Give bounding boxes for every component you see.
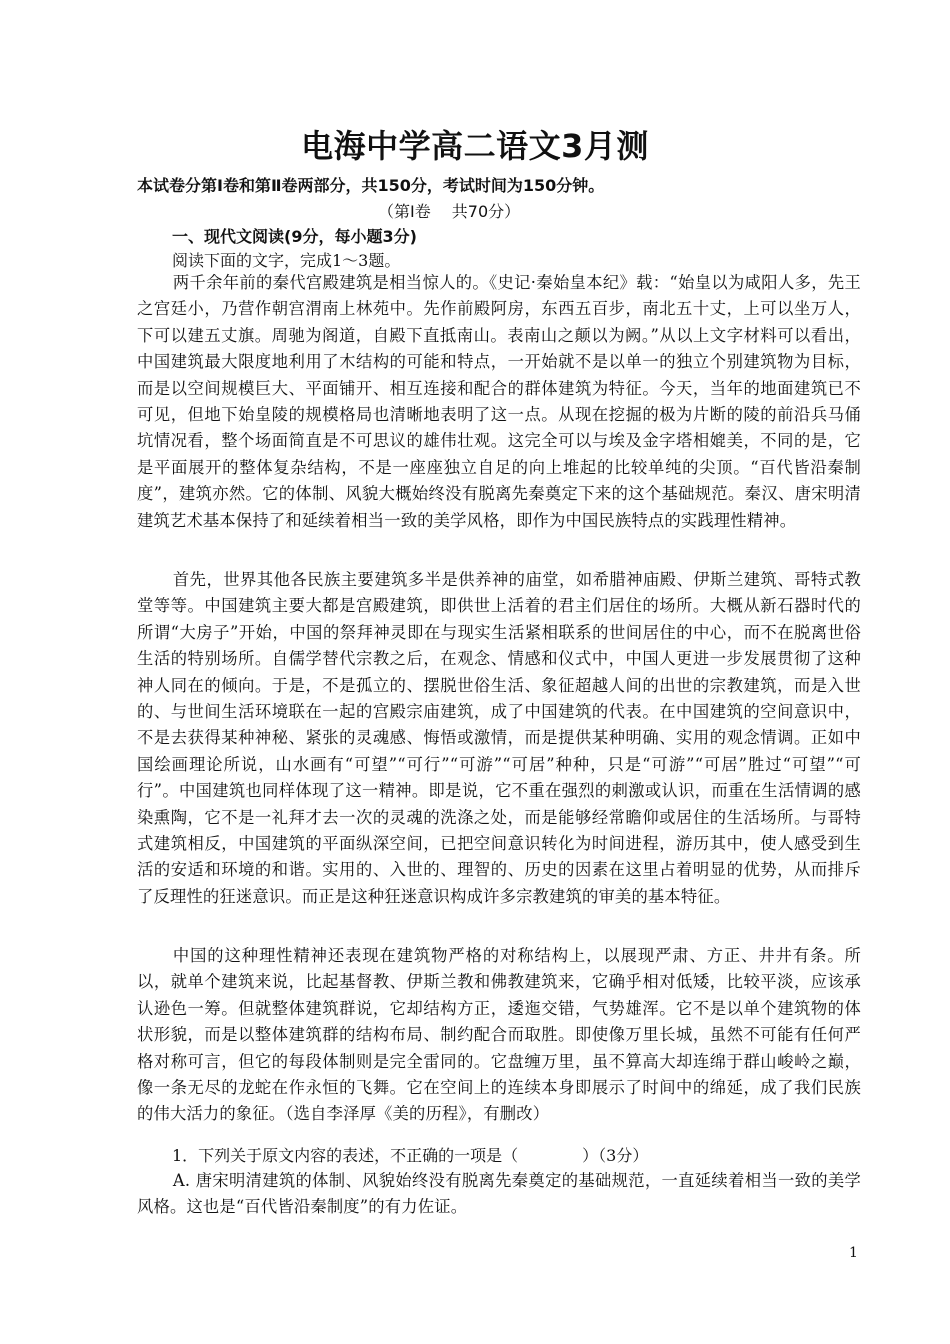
passage-paragraph-3 (137, 943, 861, 1128)
exam-intro: 本试卷分第Ⅰ卷和第Ⅱ卷两部分，共150分，考试时间为150分钟。 (137, 176, 605, 195)
passage-paragraph-2 (137, 567, 861, 910)
exam-title: 电海中学高二语文3月测 (301, 127, 649, 165)
part-label: （第Ⅰ卷 共70分） (378, 202, 521, 221)
paragraph-text: 中国的这种理性精神还表现在建筑物严格的对称结构上，以展现严肃、方正、井井有条。所以，就单个建筑来说，比起基督教、伊斯兰教和佛教建筑来，它确乎相对低矮，比较平淡，应该承认逊色一筹。但就整体建筑群说，它却结构方正，逶迤交错，气势雄浑。它不是以单个建筑物的体状形貌，而是以整体建筑群的结构布局、制约配合而取胜。即使像万里长城，虽然不可能有任何严格对称可言，但它的每段体制则是完全雷同的。它盘缠万里，虽不算高大却连绵于群山峻岭之巅，像一条无尽的龙蛇在作永恒的飞舞。它在空间上的连续本身即展示了时间中的绵延，成了我们民族的伟大活力的象征。（选自李泽厚《美的历程》，有删改） (137, 946, 861, 1124)
question-1-stem: 1．下列关于原文内容的表述，不正确的一项是（ ）（3分） (172, 1146, 649, 1165)
section-heading: 一、现代文阅读(9分，每小题3分) (172, 227, 417, 246)
option-text: A. 唐宋明清建筑的体制、风貌始终没有脱离先秦奠定的基础规范，一直延续着相当一致的美学风格。这也是“百代皆沿秦制度”的有力佐证。 (137, 1171, 861, 1217)
question-1-option-a (137, 1168, 861, 1221)
page-number: 1 (849, 1245, 858, 1261)
passage-paragraph-1 (137, 270, 861, 534)
paragraph-text: 两千余年前的秦代宫殿建筑是相当惊人的。《史记·秦始皇本纪》载：“始皇以为咸阳人多，先王之宫廷小，乃营作朝宫渭南上林苑中。先作前殿阿房，东西五百步，南北五十丈，上可以坐万人，下可以建五丈旗。周驰为阁道，自殿下直抵南山。表南山之颠以为阙。”从以上文字材料可以看出，中国建筑最大限度地利用了木结构的可能和特点，一开始就不是以单一的独立个别建筑物为目标，而是以空间规模巨大、平面铺开、相互连接和配合的群体建筑为特征。今天，当年的地面建筑已不可见，但地下始皇陵的规模格局也清晰地表明了这一点。从现在挖掘的极为片断的陵的前沿兵马俑坑情况看，整个场面简直是不可思议的雄伟壮观。这完全可以与埃及金字塔相媲美，不同的是，它是平面展开的整体复杂结构，不是一座座独立自足的向上堆起的比较单纯的尖顶。“百代皆沿秦制度”，建筑亦然。它的体制、风貌大概始终没有脱离先秦奠定下来的这个基础规范。秦汉、唐宋明清建筑艺术基本保持了和延续着相当一致的美学风格，即作为中国民族特点的实践理性精神。 (137, 273, 861, 530)
section-instruction: 阅读下面的文字，完成1～3题。 (172, 251, 401, 270)
paragraph-text: 首先，世界其他各民族主要建筑多半是供养神的庙堂，如希腊神庙殿、伊斯兰建筑、哥特式教堂等等。中国建筑主要大都是宫殿建筑，即供世上活着的君主们居住的场所。大概从新石器时代的所谓“大房子”开始，中国的祭拜神灵即在与现实生活紧相联系的世间居住的中心，而不在脱离世俗生活的特别场所。自儒学替代宗教之后，在观念、情感和仪式中，中国人更进一步发展贯彻了这种神人同在的倾向。于是，不是孤立的、摆脱世俗生活、象征超越人间的出世的宗教建筑，而是入世的、与世间生活环境联在一起的宫殿宗庙建筑，成了中国建筑的代表。在中国建筑的空间意识中，不是去获得某种神秘、紧张的灵魂感、悔悟或激情，而是提供某种明确、实用的观念情调。正如中国绘画理论所说，山水画有“可望”“可行”“可游”“可居”种种，只是“可游”“可居”胜过“可望”“可行”。中国建筑也同样体现了这一精神。即是说，它不重在强烈的刺激或认识，而重在生活情调的感染熏陶，它不是一礼拜才去一次的灵魂的洗涤之处，而是能够经常瞻仰或居住的生活场所。与哥特式建筑相反，中国建筑的平面纵深空间，已把空间意识转化为时间进程，游历其中，使人感受到生活的安适和环境的和谐。实用的、入世的、理智的、历史的因素在这里占着明显的优势，从而排斥了反理性的狂迷意识。而正是这种狂迷意识构成许多宗教建筑的审美的基本特征。 (137, 570, 861, 906)
